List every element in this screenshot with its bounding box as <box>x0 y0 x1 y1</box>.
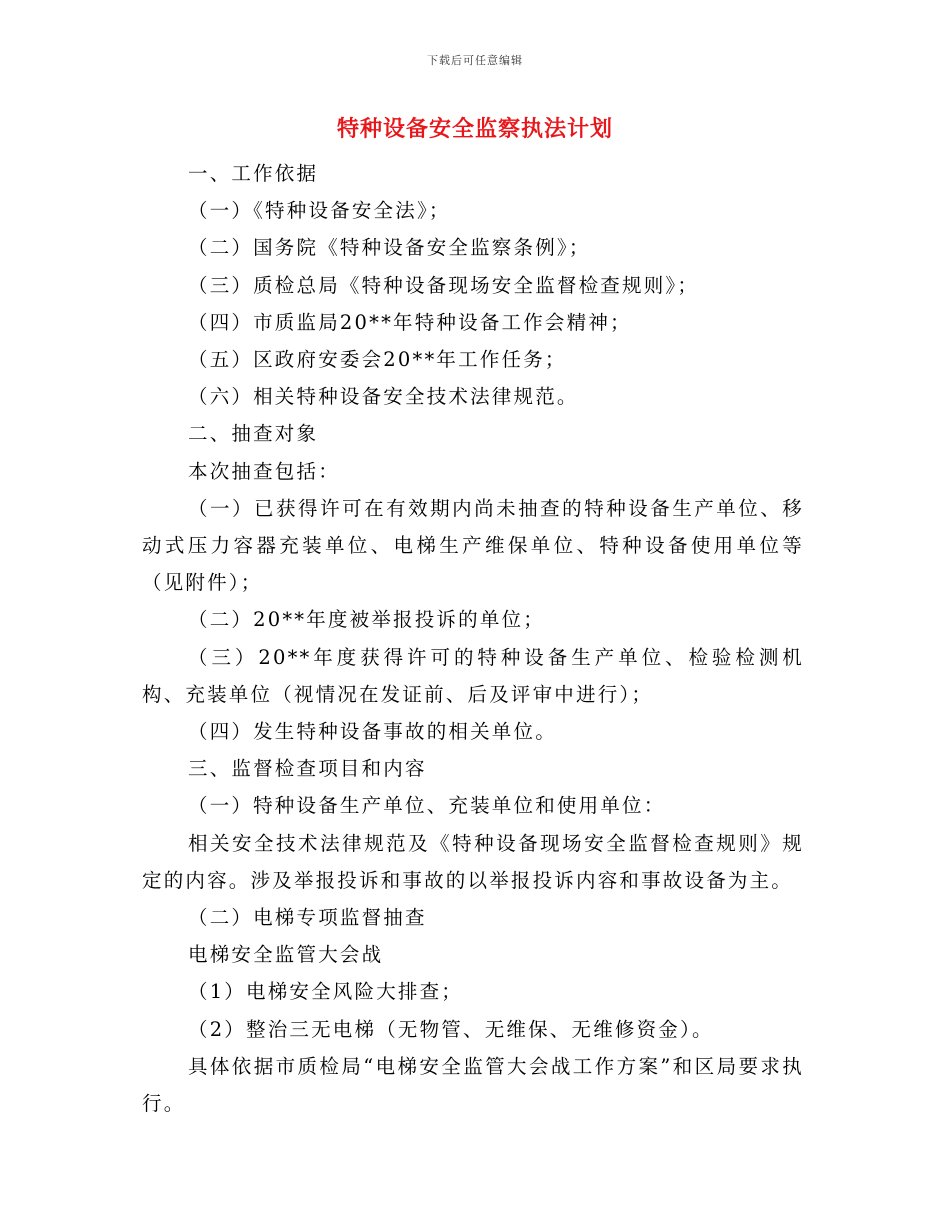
list-item: （一）《特种设备安全法》； <box>188 199 451 223</box>
header-note: 下载后可任意编辑 <box>427 54 523 67</box>
list-item: （一）已获得许可在有效期内尚未抽查的特种设备生产单位、移动式压力容器充装单位、电梯生产维保单位、特种设备使用单位等（见附件）； <box>142 496 804 595</box>
list-item: （三）20**年度获得许可的特种设备生产单位、检验检测机构、充装单位（视情况在发证前、后及评审中进行）； <box>142 645 804 706</box>
paragraph: 相关安全技术法律规范及《特种设备现场安全监督检查规则》规定的内容。涉及举报投诉和事故的以举报投诉内容和事故设备为主。 <box>142 831 804 892</box>
list-item: （二）电梯专项监督抽查 <box>188 906 427 930</box>
paragraph: 电梯安全监管大会战 <box>188 943 384 967</box>
document-title: 特种设备安全监察执法计划 <box>336 116 613 142</box>
list-item: （二）20**年度被举报投诉的单位； <box>188 608 545 632</box>
list-item: （六）相关特种设备安全技术法律规范。 <box>188 385 579 409</box>
list-item: （2）整治三无电梯（无物管、无维保、无维修资金）。 <box>188 1017 714 1041</box>
section-heading-targets: 二、抽查对象 <box>188 422 319 446</box>
list-item: （五）区政府安委会20**年工作任务； <box>188 348 567 372</box>
list-item: （1）电梯安全风险大排查； <box>188 980 464 1004</box>
list-item: （四）发生特种设备事故的相关单位。 <box>188 720 557 744</box>
paragraph: 本次抽查包括： <box>188 459 340 483</box>
list-item: （二）国务院《特种设备安全监察条例》； <box>188 236 591 260</box>
list-item: （一）特种设备生产单位、充装单位和使用单位： <box>188 794 666 818</box>
paragraph: 具体依据市质检局“电梯安全监管大会战工作方案”和区局要求执行。 <box>142 1054 804 1116</box>
section-heading-items: 三、监督检查项目和内容 <box>188 757 427 781</box>
document-body <box>142 155 804 1122</box>
list-item: （三）质检总局《特种设备现场安全监督检查规则》； <box>188 273 700 297</box>
list-item: （四）市质监局20**年特种设备工作会精神； <box>188 310 632 334</box>
section-heading-basis: 一、工作依据 <box>188 162 319 185</box>
